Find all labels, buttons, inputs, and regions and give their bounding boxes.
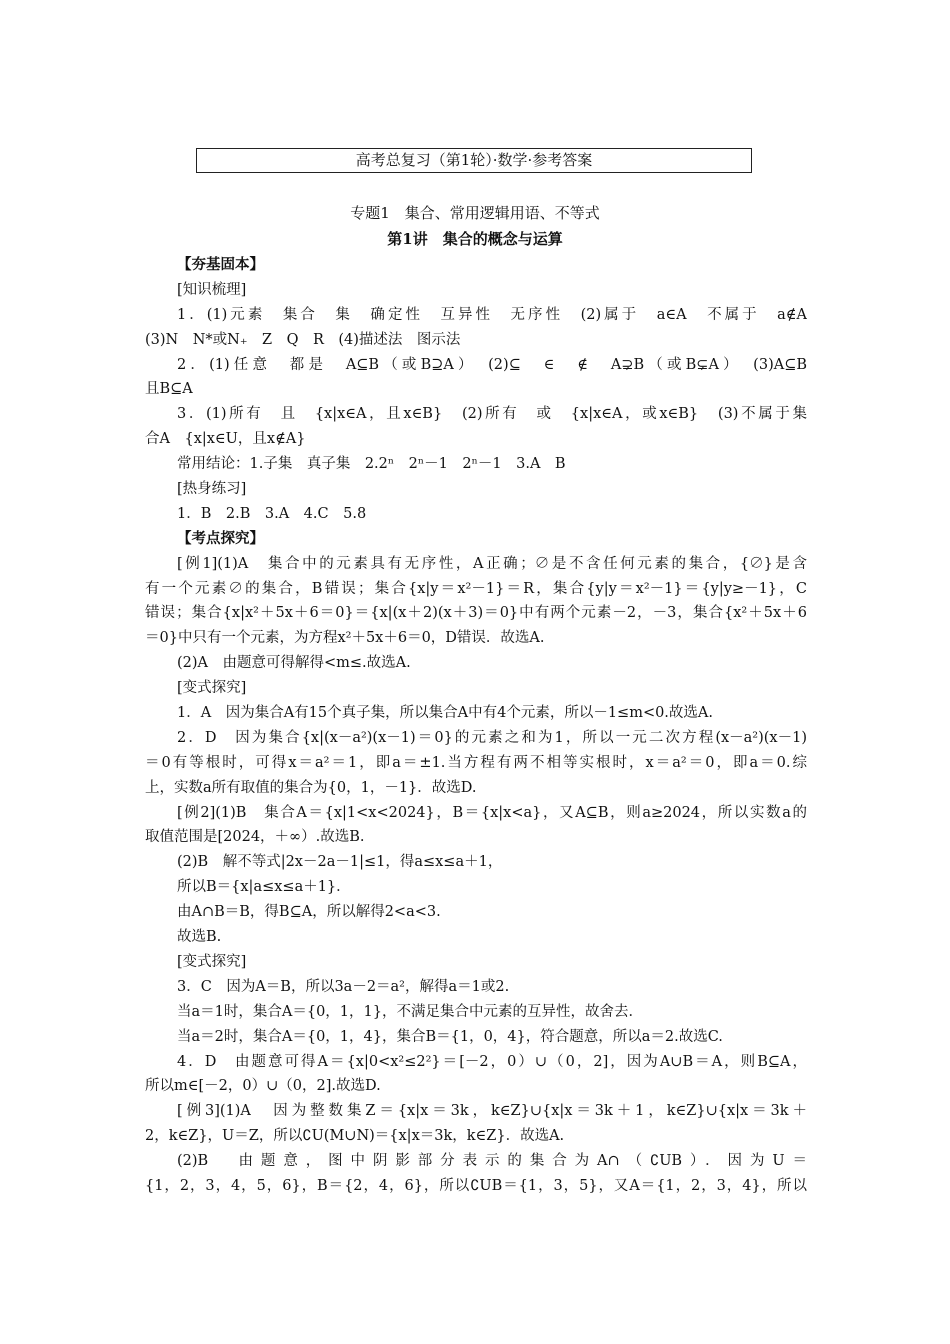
text-line: [变式探究] — [177, 680, 247, 697]
text-line: 4．D 由题意可得A＝{x|0<x²≤2²}＝[－2，0）∪（0，2]，因为A∪B＝A，则B⊆A， — [177, 1053, 807, 1070]
answer-body — [145, 253, 807, 1199]
running-header: 高考总复习（第1轮）·数学·参考答案 — [196, 148, 752, 173]
text-line: 所以m∈[－2，0）∪（0，2].故选D. — [145, 1078, 381, 1095]
text-line: [变式探究] — [177, 953, 247, 970]
text-line: 2．D 因为集合{x|(x－a²)(x－1)＝0}的元素之和为1，所以一元二次方程(x－a²)(x－1) — [177, 729, 807, 746]
text-line: (2)B 由题意，图中阴影部分表示的集合为A∩（∁UB）．因为U＝ — [177, 1153, 807, 1170]
text-line: 3．C 因为A＝B，所以3a－2＝a²，解得a＝1或2. — [177, 978, 510, 995]
text-line: [例1](1)A 集合中的元素具有无序性，A正确；∅是不含任何元素的集合，{∅}是含 — [177, 555, 807, 572]
text-line: (3)N N*或N₊ Z Q R (4)描述法 图示法 — [145, 331, 461, 348]
text-line: [热身练习] — [177, 481, 247, 498]
text-line: [例2](1)B 集合A＝{x|1<x<2024}，B＝{x|x<a}，又A⊆B，则a≥2024，所以实数a的 — [177, 804, 807, 821]
text-line: 错误；集合{x|x²＋5x＋6＝0}＝{x|(x＋2)(x＋3)＝0}中有两个元素－2，－3，集合{x²＋5x＋6 — [145, 605, 807, 622]
text-line: 2，k∈Z}，U＝Z，所以∁U(M∪N)＝{x|x＝3k，k∈Z}．故选A. — [145, 1128, 565, 1145]
text-line: 1．A 因为集合A有15个真子集，所以集合A中有4个元素，所以－1≤m<0.故选A. — [177, 705, 714, 722]
text-line: 2．(1)任意 都是 A⊆B（或B⊇A） (2)⊆ ∈ ∉ A⊋B（或B⊊A） (3)A⊆B — [177, 356, 807, 373]
text-line: 有一个元素∅的集合，B错误；集合{x|y＝x²－1}＝R，集合{y|y＝x²－1}＝{y|y≥－1}，C — [145, 580, 807, 597]
text-line: 当a＝2时，集合A＝{0，1，4}，集合B＝{1，0，4}，符合题意，所以a＝2.故选C. — [177, 1028, 723, 1045]
text-line: 【夯基固本】 — [177, 256, 264, 273]
lecture-title: 第1讲 集合的概念与运算 — [387, 230, 563, 248]
text-line: 当a＝1时，集合A＝{0，1，1}，不满足集合中元素的互异性，故舍去． — [177, 1003, 643, 1020]
text-line: [知识梳理] — [177, 281, 247, 298]
text-line: 合A {x|x∈U，且x∉A} — [145, 431, 306, 448]
text-line: ＝0}中只有一个元素，为方程x²＋5x＋6＝0，D错误．故选A. — [145, 630, 545, 647]
text-line: 由A∩B＝B，得B⊆A，所以解得2<a<3. — [177, 904, 441, 921]
text-line: 且B⊆A — [145, 381, 193, 398]
text-line: 1．B 2.B 3.A 4.C 5.8 — [177, 505, 367, 522]
text-line: 故选B. — [177, 929, 222, 946]
text-line: (2)A 由题意可得解得<m≤.故选A. — [177, 655, 411, 672]
text-line: [例3](1)A 因为整数集Z＝{x|x＝3k，k∈Z}∪{x|x＝3k＋1，k∈Z}∪{x|x＝3k＋ — [177, 1103, 807, 1120]
text-line: {1，2，3，4，5，6}，B＝{2，4，6}，所以∁UB＝{1，3，5}，又A＝{1，2，3，4}，所以 — [145, 1177, 807, 1194]
text-line: 1．(1)元素 集合 集 确定性 互异性 无序性 (2)属于 a∈A 不属于 a∉A — [177, 306, 807, 323]
text-line: (2)B 解不等式|2x－2a－1|≤1，得a≤x≤a＋1， — [177, 854, 503, 871]
text-line: 取值范围是[2024，＋∞）.故选B. — [145, 829, 365, 846]
text-line: 常用结论：1.子集 真子集 2.2ⁿ 2ⁿ－1 2ⁿ－1 3.A B — [177, 456, 566, 473]
text-line: 上，实数a所有取值的集合为{0，1，－1}．故选D. — [145, 779, 477, 796]
text-line: ＝0有等根时，可得x＝a²＝1，即a＝±1.当方程有两不相等实根时，x＝a²＝0，即a＝0.综 — [145, 754, 807, 771]
text-line: 【考点探究】 — [177, 529, 264, 547]
text-line: 3．(1)所有 且 {x|x∈A，且x∈B} (2)所有 或 {x|x∈A，或x∈B} (3)不属于集 — [177, 406, 807, 423]
text-line: 所以B＝{x|a≤x≤a＋1}． — [177, 879, 351, 896]
topic-title: 专题1 集合、常用逻辑用语、不等式 — [350, 204, 600, 222]
